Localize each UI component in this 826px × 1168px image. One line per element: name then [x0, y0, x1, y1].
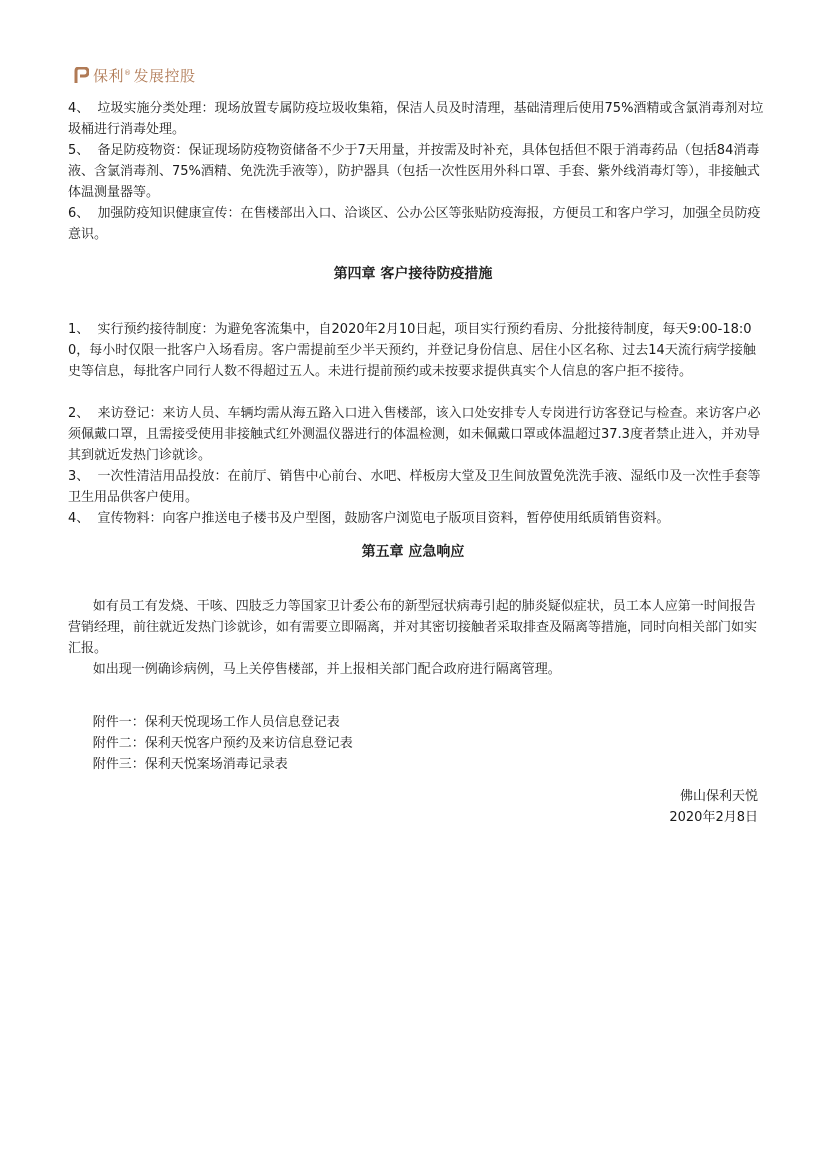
chapter4-title: 第四章 客户接待防疫措施	[333, 266, 493, 282]
section3-item-4: 4、 垃圾实施分类处理：现场放置专属防疫垃圾收集箱，保洁人员及时清理，基础清理后使用75%酒精或含氯消毒剂对垃圾桶进行消毒处理。	[68, 101, 764, 137]
chapter5-paragraph-2: 如出现一例确诊病例，马上关停售楼部，并上报相关部门配合政府进行隔离管理。	[68, 662, 561, 677]
chapter4-item-2: 2、 来访登记：来访人员、车辆均需从海五路入口进入售楼部，该入口处安排专人专岗进行访客登记与检查。来访客户必须佩戴口罩，且需接受使用非接触式红外测温仪器进行的体温检测，如未佩戴口罩或体温超过37.3度者禁止进入，并劝导其到就近发热门诊就诊。	[68, 406, 761, 463]
logo-mark-icon	[74, 67, 89, 84]
chapter4-item-1: 1、 实行预约接待制度：为避免客流集中，自2020年2月10日起，项目实行预约看房、分批接待制度，每天9:00-18:00，每小时仅限一批客户入场看房。客户需提前至少半天预约，并登记身份信息、居住小区名称、过去14天流行病学接触史等信息，每批客户同行人数不得超过五人。未进行提前预约或未按要求提供真实个人信息的客户拒不接待。	[68, 322, 756, 379]
chapter5-paragraph-1: 如有员工有发烧、干咳、四肢乏力等国家卫计委公布的新型冠状病毒引起的肺炎疑似症状，员工本人应第一时间报告营销经理，前往就近发热门诊就诊，如有需要立即隔离，并对其密切接触者采取排查及隔离等措施，同时向相关部门如实汇报。	[68, 599, 758, 656]
section3-item-5: 5、 备足防疫物资：保证现场防疫物资储备不少于7天用量，并按需及时补充，具体包括但不限于消毒药品（包括84消毒液、含氯消毒剂、75%酒精、免洗洗手液等），防护器具（包括一次性医用外科口罩、手套、紫外线消毒灯等），非接触式体温测量器等。	[68, 143, 760, 200]
chapter4-item-4: 4、 宣传物料：向客户推送电子楼书及户型图，鼓励客户浏览电子版项目资料，暂停使用纸质销售资料。	[68, 511, 670, 526]
attachment-1: 附件一：保利天悦现场工作人员信息登记表	[68, 715, 340, 730]
chapter4-item-3: 3、 一次性清洁用品投放：在前厅、销售中心前台、水吧、样板房大堂及卫生间放置免洗洗手液、湿纸巾及一次性手套等卫生用品供客户使用。	[68, 469, 761, 505]
logo-sub: 发展控股	[133, 66, 196, 85]
attachment-2: 附件二：保利天悦客户预约及来访信息登记表	[68, 736, 353, 751]
signature-org: 佛山保利天悦	[679, 789, 758, 804]
logo-main: 保利	[93, 66, 125, 85]
section3-item-6: 6、 加强防疫知识健康宣传：在售楼部出入口、洽谈区、公办公区等张贴防疫海报，方便员工和客户学习，加强全员防疫意识。	[68, 206, 761, 242]
company-logo	[74, 64, 196, 86]
chapter5-title: 第五章 应急响应	[361, 544, 465, 560]
signature-date: 2020年2月8日	[669, 810, 758, 825]
logo-text	[93, 65, 196, 86]
logo-registered: ®	[124, 68, 132, 77]
attachment-3: 附件三：保利天悦案场消毒记录表	[68, 757, 288, 772]
